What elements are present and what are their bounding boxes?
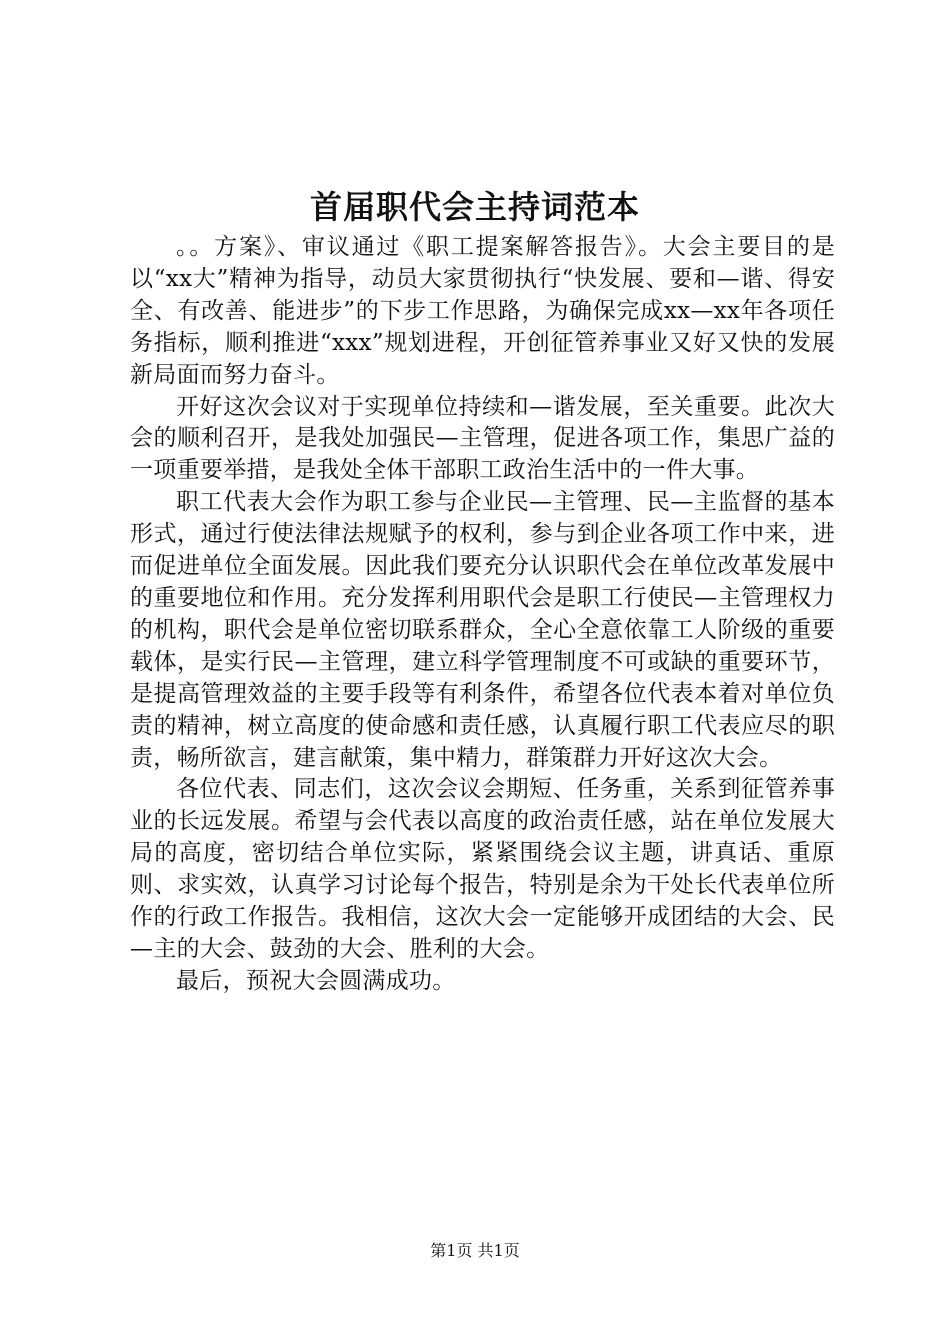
paragraph: 开好这次会议对于实现单位持续和—谐发展，至关重要。此次大会的顺利召开，是我处加强民—主管理，促进各项工作，集思广益的一项重要举措，是我处全体干部职工政治生活中的一件大事。 (130, 393, 835, 484)
paragraph: 。。方案》、审议通过《职工提案解答报告》。大会主要目的是以“xx大”精神为指导，动员大家贯彻执行“快发展、要和—谐、得安全、有改善、能进步”的下步工作思路，为确保完成xx—xx年各项任务指标，顺利推进“xxx”规划进程，开创征管养事业又好又快的发展新局面而努力奋斗。 (130, 234, 835, 388)
document-body (130, 232, 835, 998)
document-title: 首届职代会主持词范本 (309, 188, 640, 226)
paragraph: 各位代表、同志们，这次会议会期短、任务重，关系到征管养事业的长远发展。希望与会代表以高度的政治责任感，站在单位发展大局的高度，密切结合单位实际，紧紧围绕会议主题，讲真话、重原则、求实效，认真学习讨论每个报告，特别是余为干处长代表单位所作的行政工作报告。我相信，这次大会一定能够开成团结的大会、民—主的大会、鼓劲的大会、胜利的大会。 (130, 776, 835, 962)
paragraph: 职工代表大会作为职工参与企业民—主管理、民—主监督的基本形式，通过行使法律法规赋予的权利，参与到企业各项工作中来，进而促进单位全面发展。因此我们要充分认识职代会在单位改革发展中的重要地位和作用。充分发挥利用职代会是职工行使民—主管理权力的机构，职代会是单位密切联系群众，全心全意依靠工人阶级的重要载体，是实行民—主管理，建立科学管理制度不可或缺的重要环节，是提高管理效益的主要手段等有利条件，希望各位代表本着对单位负责的精神，树立高度的使命感和责任感，认真履行职工代表应尽的职责，畅所欲言，建言献策，集中精力，群策群力开好这次大会。 (130, 489, 835, 771)
paragraph: 最后，预祝大会圆满成功。 (176, 967, 456, 994)
page-number-footer: 第1页 共1页 (430, 1241, 520, 1260)
